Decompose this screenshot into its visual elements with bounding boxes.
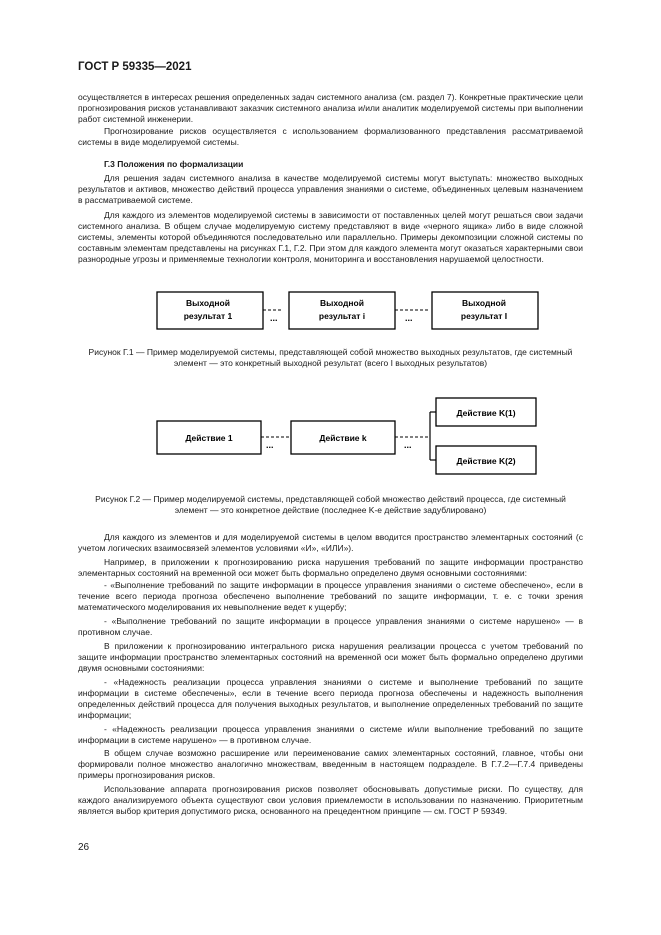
paragraph: Использование аппарата прогнозирования рисков позволяет обосновывать допустимые риски. По существу, для каждого анализируемого объекта существуют свои условия приемлемости в использовании по назначению. Приоритетным является выбор критерия допустимого риска, основанного на прецедентном принципе — см. ГОСТ Р 59349.: [78, 784, 583, 816]
fig2-dots-2: ...: [404, 440, 412, 450]
figure-2: [157, 398, 536, 474]
fig2-box-K1-label: Действие K(1): [456, 408, 516, 418]
fig1-box-i-line2: результат i: [318, 311, 366, 321]
section-title: Г.3 Положения по формализации: [104, 159, 244, 169]
figure-1: [157, 292, 538, 329]
paragraph: Для каждого из элементов и для моделируемой системы в целом вводится пространство элементарных состояний (с учетом логических взаимосвязей элементов условиями «И», «ИЛИ»).: [78, 532, 583, 553]
fig1-box-I-line1: Выходной: [462, 298, 506, 308]
fig1-box-1-line1: Выходной: [186, 298, 230, 308]
list-item: - «Выполнение требований по защите информации в процессе управления знаниями о системе нарушено» — в противном случае.: [78, 616, 583, 637]
paragraph: В общем случае возможно расширение или переименование самих элементарных состояний, главное, чтобы они формировали полное множество аналогично множествам, введенным в настоящем подразделе. В Г.7.2—Г.7.4 приведены примеры прогнозирования рисков.: [78, 748, 583, 780]
paragraph: В приложении к прогнозированию интегрального риска нарушения реализации процесса с учетом требований по защите информации пространство элементарных состояний на временной оси может быть формально определено другими двумя основными состояниями:: [78, 641, 583, 673]
fig1-dots-1: ...: [270, 313, 278, 323]
fig2-box-1-label: Действие 1: [185, 433, 233, 443]
list-item: - «Надежность реализации процесса управления знаниями о системе и выполнение требований по защите информации в системе обеспечены», если в течение всего периода прогноза обеспечены и надежность выполнения определенных действий процесса для получения выходных результатов, и выполнение определенных требований по защите информации;: [78, 677, 583, 720]
figure-2-caption: Рисунок Г.2 — Пример моделируемой системы, представляющей собой множество действий процесса, где системный элемент — это конкретное действие (последнее K-е действие задублировано): [95, 494, 566, 515]
paragraph-continued: осуществляется в интересах решения определенных задач системного анализа (см. раздел 7). Конкретные практические цели прогнозирования рисков устанавливают заказчик системного анализа и/или аналитик моделируемой системы при выполнении работ системной инженерии.: [78, 92, 583, 124]
page-header: ГОСТ Р 59335—2021: [78, 61, 192, 73]
page-number: 26: [78, 842, 90, 853]
fig1-dots-2: ...: [405, 313, 413, 323]
paragraph: Прогнозирование рисков осуществляется с использованием формализованного представления рассматриваемой системы в виде моделируемой системы.: [78, 126, 583, 147]
fig2-dots-1: ...: [266, 440, 274, 450]
paragraph: Например, в приложении к прогнозированию риска нарушения требований по защите информации пространство элементарных состояний на временной оси может быть формально определено двумя основными состояниями:: [78, 557, 583, 578]
fig1-box-1-line2: результат 1: [183, 311, 233, 321]
list-item: - «Выполнение требований по защите информации в процессе управления знаниями о системе обеспечено», если в течение всего периода прогноза обеспечено выполнение требований по защите информации, т. е. с точки зрения математического моделирования их невыполнение ведет к ущербу;: [78, 580, 583, 612]
paragraph: Для решения задач системного анализа в качестве моделируемой системы могут выступать: множество выходных результатов и активов, множество действий процесса управления знаниями о системе, объединенных целевым назначением в рассматриваемой системе.: [78, 173, 583, 205]
fig1-box-i-line1: Выходной: [320, 298, 364, 308]
fig2-box-k-label: Действие k: [319, 433, 367, 443]
fig2-box-K2-label: Действие K(2): [456, 456, 516, 466]
list-item: - «Надежность реализации процесса управления знаниями о системе и/или выполнение требований по защите информации в системе нарушено» — в противном случае.: [78, 724, 583, 745]
fig1-box-I-line2: результат I: [460, 311, 508, 321]
paragraph: Для каждого из элементов моделируемой системы в зависимости от поставленных целей могут решаться свои задачи системного анализа. В общем случае моделируемую систему представляют в виде «черного ящика» либо в виде сложной системы, элементы которой объединяются последовательно или параллельно. Примеры декомпозиции сложной системы по составным элементам представлены на рисунках Г.1, Г.2. При этом для каждого элемента могут оказаться характерными свои разнородные угрозы и применяемые технологии контроля, мониторинга и восстановления нарушаемой целостности.: [78, 210, 583, 264]
figure-1-caption: Рисунок Г.1 — Пример моделируемой системы, представляющей собой множество выходных результатов, где системный элемент — это конкретный выходной результат (всего I выходных результатов): [88, 347, 573, 368]
